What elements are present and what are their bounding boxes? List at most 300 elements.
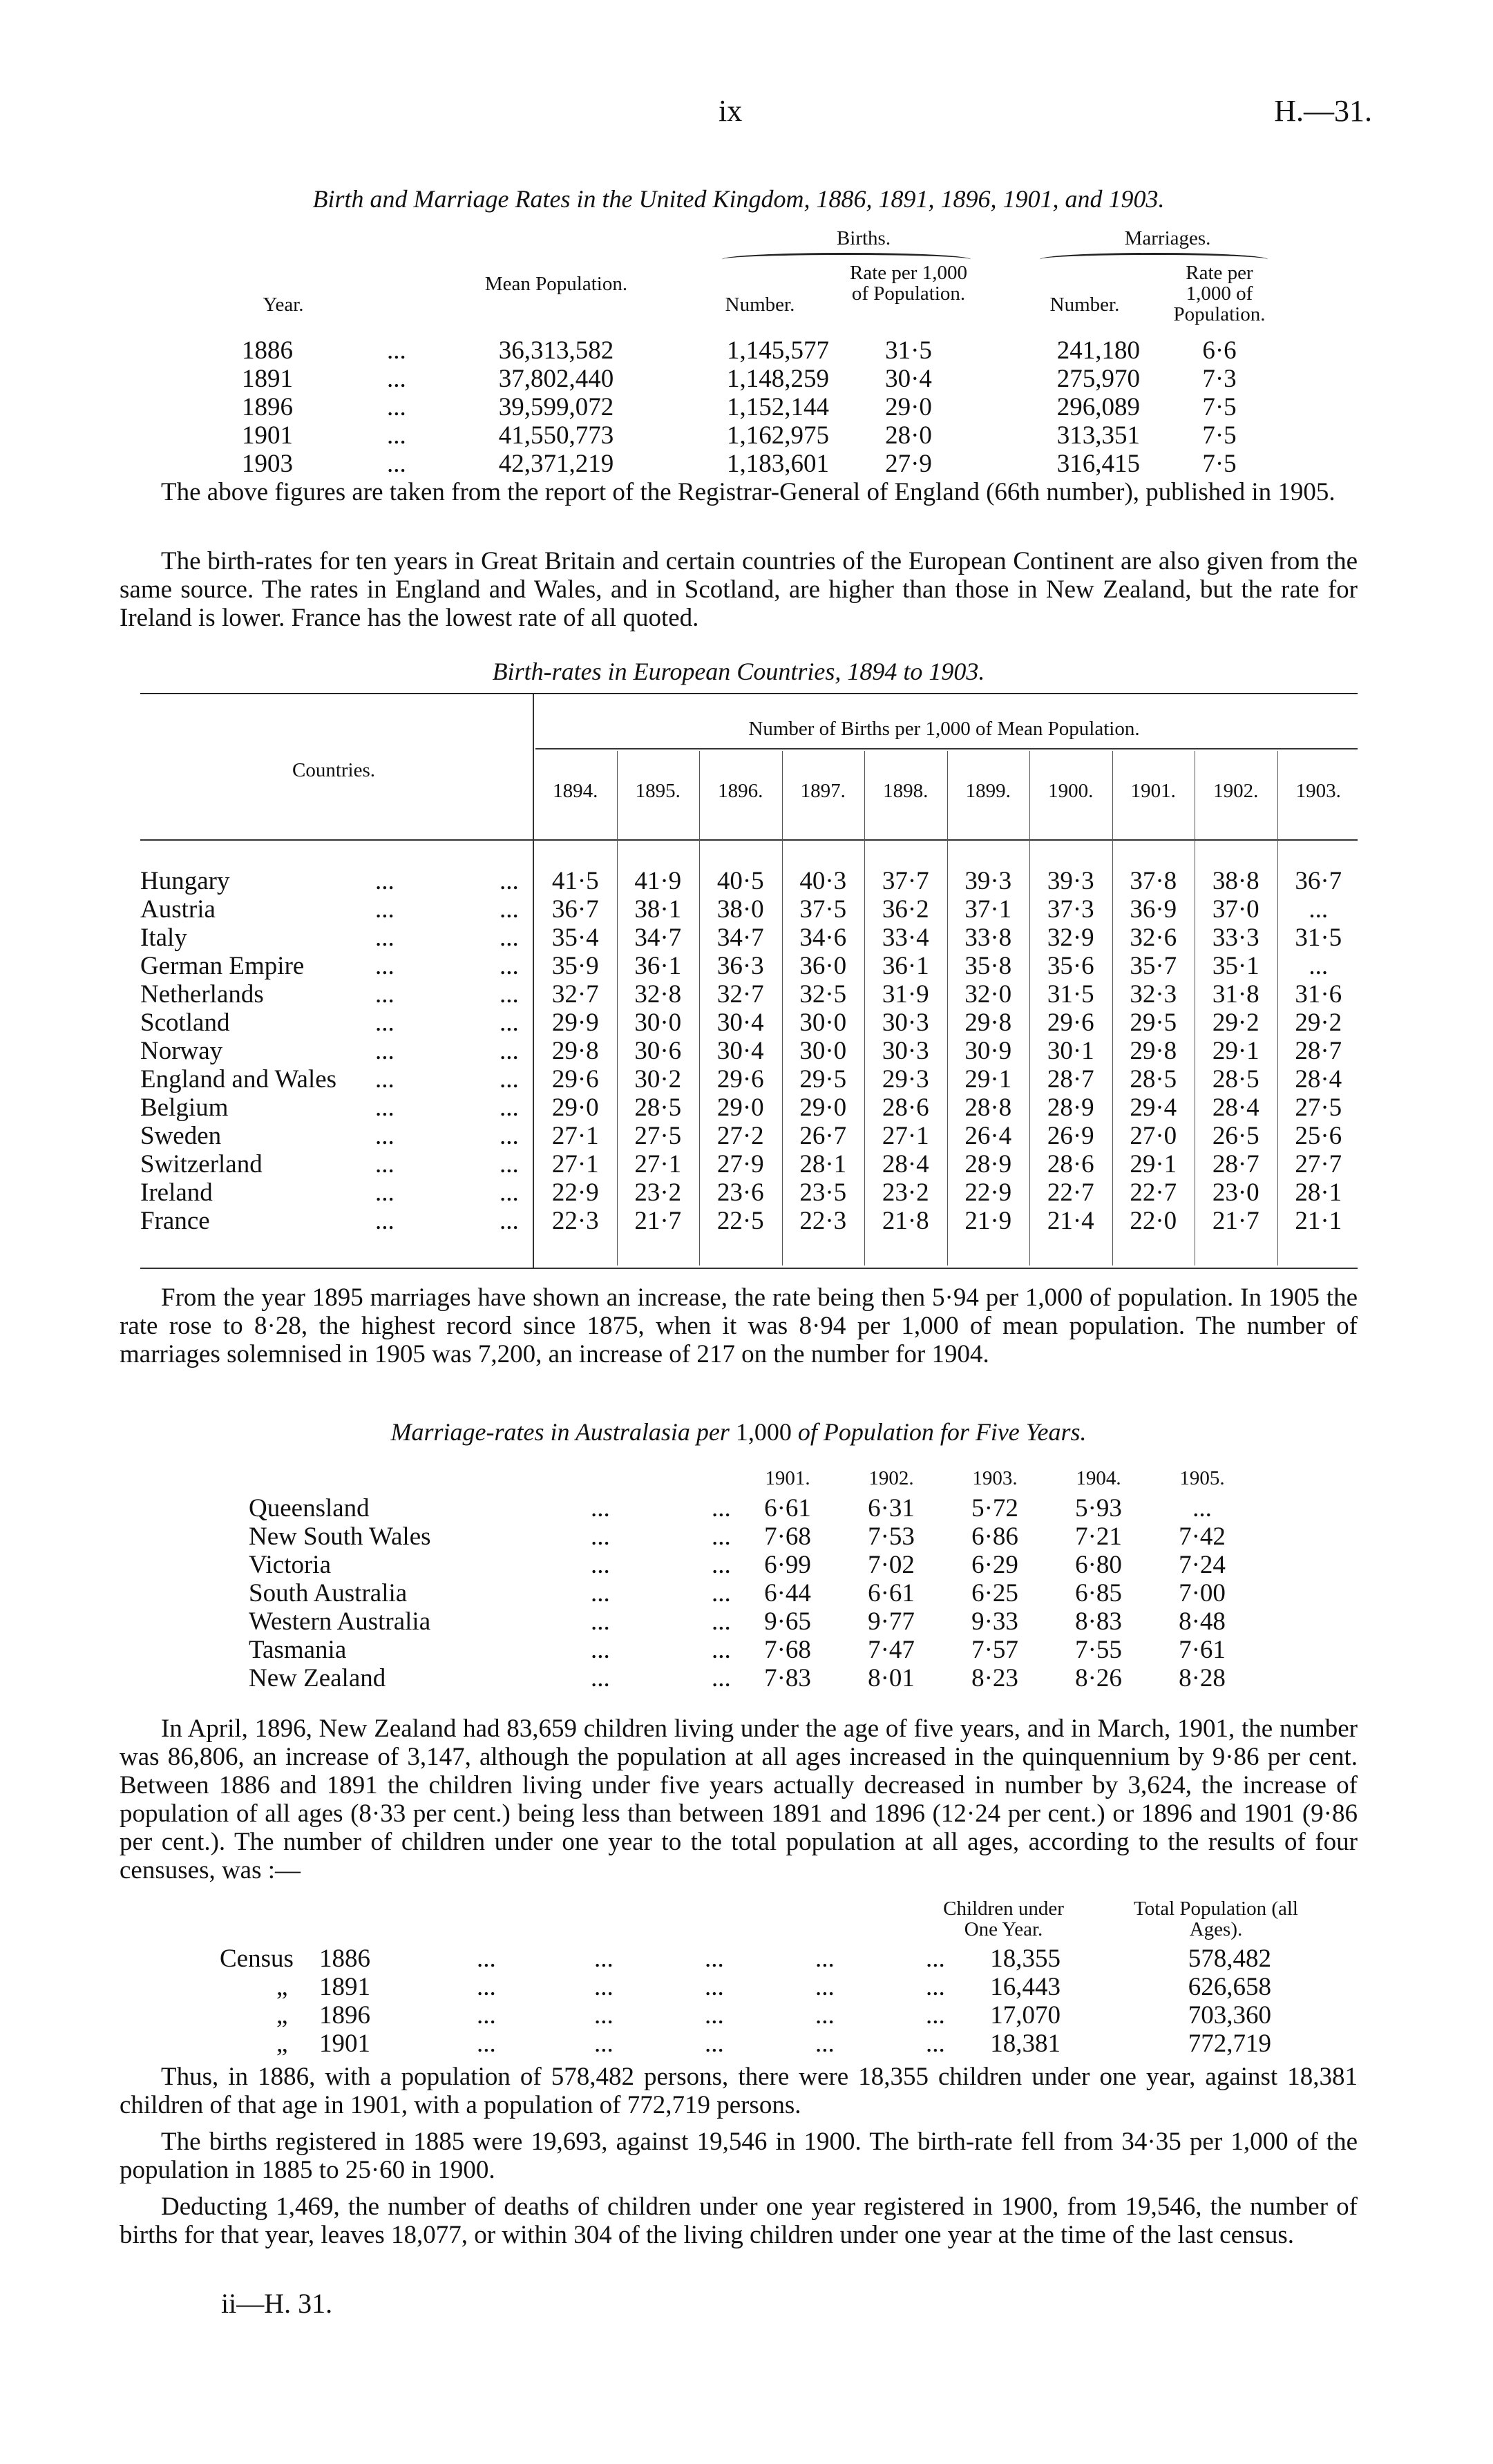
leader-dots: ... bbox=[591, 1551, 610, 1579]
table-row bbox=[140, 980, 1358, 1009]
rate-cell: 7·47 bbox=[868, 1636, 915, 1664]
paragraph-children-census: In April, 1896, New Zealand had 83,659 children living under the age of five years, and in March, 1901, the number was 86,806, an increase of 3,147, although the population at all ages increased in the quinquennium by 9·86 per cent. Between 1886 and 1891 the children living under five years actually decreased in number by 3,624, the increase of population of all ages (8·33 per cent.) being less than between 1891 and 1896 (12·24 per cent.) or 1896 and 1901 (9·86 per cent.). The number of children under one year to the total population at all ages, according to the results of four censuses, was :— bbox=[120, 1715, 1358, 1884]
leader-dots: ... bbox=[712, 1494, 731, 1522]
children-under-one-cell: 16,443 bbox=[990, 1973, 1061, 2001]
leader-dots: ... bbox=[387, 450, 406, 478]
leader-dots: ... bbox=[375, 1037, 394, 1065]
country-name: Austria bbox=[140, 895, 216, 924]
leader-dots: ... bbox=[815, 1945, 835, 1973]
leader-dots: ... bbox=[387, 365, 406, 393]
rate-cell: 40·3 bbox=[799, 867, 847, 895]
rate-cell: 29·6 bbox=[1047, 1009, 1094, 1037]
rate-cell: 32·8 bbox=[634, 980, 682, 1009]
leader-dots: ... bbox=[500, 1150, 519, 1178]
table1-cell: 7·5 bbox=[1202, 421, 1237, 450]
table-row bbox=[140, 952, 1358, 980]
leader-dots: ... bbox=[815, 2001, 835, 2030]
table-row bbox=[140, 924, 1358, 952]
country-name: Hungary bbox=[140, 867, 230, 895]
rate-cell: 29·8 bbox=[551, 1037, 599, 1065]
rate-cell: 28·7 bbox=[1047, 1065, 1094, 1093]
rate-cell: 38·8 bbox=[1212, 867, 1259, 895]
total-population-cell: 578,482 bbox=[1188, 1945, 1271, 1973]
rate-cell: 37·8 bbox=[1130, 867, 1177, 895]
table2-title: Birth-rates in European Countries, 1894 to 1903. bbox=[492, 658, 985, 685]
year-column-header: 1898. bbox=[883, 780, 929, 802]
rate-cell: 31·6 bbox=[1295, 980, 1342, 1009]
paragraph-marriages: From the year 1895 marriages have shown an increase, the rate being then 5·94 per 1,000 of population. In 1905 the rate rose to 8·28, the highest record since 1875, when it was 8·94 per 1,000 of mean population. The number of marriages solemnised in 1905 was 7,200, an increase of 217 on the number for 1904. bbox=[120, 1283, 1358, 1368]
paragraph-registrar-source: The above figures are taken from the report of the Registrar-General of England (66th number), published in 1905. bbox=[161, 478, 1335, 506]
rate-cell: 27·5 bbox=[1295, 1093, 1342, 1122]
country-name: German Empire bbox=[140, 952, 305, 980]
rate-cell: 33·4 bbox=[882, 924, 929, 952]
leader-dots: ... bbox=[594, 1973, 614, 2001]
year-column-header: 1902. bbox=[868, 1467, 914, 1489]
table1-cell: 41,550,773 bbox=[498, 421, 614, 450]
leader-dots: ... bbox=[712, 1607, 731, 1636]
year-column-header: 1896. bbox=[718, 780, 763, 802]
rate-cell: 41·5 bbox=[551, 867, 599, 895]
rate-cell: 29·1 bbox=[1212, 1037, 1259, 1065]
rate-cell: 8·01 bbox=[868, 1664, 915, 1692]
rate-cell: 6·99 bbox=[764, 1551, 811, 1579]
leader-dots: ... bbox=[500, 980, 519, 1009]
leader-dots: ... bbox=[594, 2030, 614, 2058]
rate-cell: 9·33 bbox=[971, 1607, 1018, 1636]
leader-dots: ... bbox=[594, 1945, 614, 1973]
table1-cell: 29·0 bbox=[885, 393, 932, 421]
rate-cell: 8·83 bbox=[1075, 1607, 1122, 1636]
paragraph-comparison-1886-1901: Thus, in 1886, with a population of 578,482 persons, there were 18,355 children under one year, against 18,381 children of that age in 1901, with a population of 772,719 persons. bbox=[120, 2063, 1358, 2119]
table3-title bbox=[120, 1418, 1358, 1446]
rate-cell: 8·26 bbox=[1075, 1664, 1122, 1692]
rate-cell: 28·6 bbox=[882, 1093, 929, 1122]
rate-cell: 29·0 bbox=[799, 1093, 847, 1122]
rate-cell: 7·02 bbox=[868, 1551, 915, 1579]
leader-dots: ... bbox=[591, 1522, 610, 1551]
year-column-header: 1895. bbox=[635, 780, 681, 802]
state-name: New South Wales bbox=[249, 1522, 431, 1551]
column-group-header: Number of Births per 1,000 of Mean Population. bbox=[748, 718, 1140, 740]
rate-cell: 28·5 bbox=[634, 1093, 682, 1122]
european-birth-rates-table bbox=[140, 693, 1358, 1235]
rate-cell: 28·1 bbox=[1295, 1178, 1342, 1207]
leader-dots: ... bbox=[375, 1178, 394, 1207]
country-name: England and Wales bbox=[140, 1065, 337, 1093]
leader-dots: ... bbox=[375, 1093, 394, 1122]
leader-dots: ... bbox=[375, 1065, 394, 1093]
table-row bbox=[140, 1093, 1358, 1122]
table1-cell: 275,970 bbox=[1056, 365, 1140, 393]
rate-cell: 29·8 bbox=[964, 1009, 1012, 1037]
rate-cell: 36·0 bbox=[799, 952, 847, 980]
rate-cell: 27·2 bbox=[716, 1122, 764, 1150]
leader-dots: ... bbox=[705, 2030, 724, 2058]
paragraph-births-registered: The births registered in 1885 were 19,693, against 19,546 in 1900. The birth-rate fell from 34·35 per 1,000 of the population in 1885 to 25·60 in 1900. bbox=[120, 2128, 1358, 2184]
table-row bbox=[140, 1065, 1358, 1093]
rate-cell: ... bbox=[1192, 1494, 1212, 1522]
table-row bbox=[140, 1207, 1358, 1235]
state-name: Western Australia bbox=[249, 1607, 431, 1636]
table-row bbox=[140, 1122, 1358, 1150]
country-name: Scotland bbox=[140, 1009, 230, 1037]
rate-cell: 29·6 bbox=[551, 1065, 599, 1093]
rate-cell: ... bbox=[1309, 895, 1329, 924]
table-row bbox=[140, 1037, 1358, 1065]
rate-cell: 30·3 bbox=[882, 1037, 929, 1065]
rate-cell: 30·1 bbox=[1047, 1037, 1094, 1065]
leader-dots: ... bbox=[477, 2001, 496, 2030]
table1-cell: 6·6 bbox=[1202, 336, 1237, 365]
year-column-header: 1900. bbox=[1048, 780, 1094, 802]
rate-cell: 36·2 bbox=[882, 895, 929, 924]
rate-cell: 26·4 bbox=[964, 1122, 1012, 1150]
rate-cell: 35·4 bbox=[551, 924, 599, 952]
table-row bbox=[140, 895, 1358, 924]
rate-cell: 23·2 bbox=[882, 1178, 929, 1207]
census-label: „ bbox=[276, 1973, 288, 2001]
rate-cell: 28·5 bbox=[1212, 1065, 1259, 1093]
rate-cell: 23·6 bbox=[716, 1178, 764, 1207]
leader-dots: ... bbox=[712, 1579, 731, 1607]
rate-cell: 28·9 bbox=[964, 1150, 1012, 1178]
leader-dots: ... bbox=[375, 867, 394, 895]
leader-dots: ... bbox=[712, 1522, 731, 1551]
rate-cell: 5·93 bbox=[1075, 1494, 1122, 1522]
rate-cell: 29·5 bbox=[1130, 1009, 1177, 1037]
rate-cell: 30·4 bbox=[716, 1037, 764, 1065]
table1-year-cell: 1903 bbox=[242, 450, 293, 478]
total-population-cell: 772,719 bbox=[1188, 2030, 1271, 2058]
rate-cell: 21·7 bbox=[1212, 1207, 1259, 1235]
table1-year-cell: 1901 bbox=[242, 421, 293, 450]
rate-cell: 32·5 bbox=[799, 980, 847, 1009]
leader-dots: ... bbox=[375, 1009, 394, 1037]
table1-column-header: Rate per 1,000 of Population. bbox=[850, 262, 967, 305]
rate-cell: 31·9 bbox=[882, 980, 929, 1009]
rate-cell: 7·55 bbox=[1075, 1636, 1122, 1664]
rate-cell: 29·4 bbox=[1130, 1093, 1177, 1122]
rate-cell: 30·0 bbox=[799, 1009, 847, 1037]
rate-cell: 32·7 bbox=[551, 980, 599, 1009]
rate-cell: 36·7 bbox=[1295, 867, 1342, 895]
rate-cell: 34·6 bbox=[799, 924, 847, 952]
rate-cell: 29·2 bbox=[1295, 1009, 1342, 1037]
table1-cell: 1,183,601 bbox=[727, 450, 829, 478]
rate-cell: 29·9 bbox=[551, 1009, 599, 1037]
year-column-header: 1903. bbox=[972, 1467, 1018, 1489]
leader-dots: ... bbox=[500, 1093, 519, 1122]
rate-cell: 26·5 bbox=[1212, 1122, 1259, 1150]
year-column-header: 1904. bbox=[1076, 1467, 1121, 1489]
rate-cell: 27·1 bbox=[551, 1150, 599, 1178]
census-year: 1891 bbox=[319, 1973, 370, 2001]
page-number: ix bbox=[719, 94, 743, 128]
rate-cell: 28·4 bbox=[1295, 1065, 1342, 1093]
table-row bbox=[140, 867, 1358, 895]
rate-cell: 22·7 bbox=[1047, 1178, 1094, 1207]
rate-cell: 29·5 bbox=[799, 1065, 847, 1093]
rate-cell: 29·0 bbox=[716, 1093, 764, 1122]
leader-dots: ... bbox=[477, 1945, 496, 1973]
rate-cell: 33·3 bbox=[1212, 924, 1259, 952]
year-column-header: 1901. bbox=[1130, 780, 1176, 802]
rate-cell: 6·29 bbox=[971, 1551, 1018, 1579]
year-column-header: 1897. bbox=[800, 780, 846, 802]
rate-cell: 32·6 bbox=[1130, 924, 1177, 952]
rate-cell: 8·23 bbox=[971, 1664, 1018, 1692]
rate-cell: 29·3 bbox=[882, 1065, 929, 1093]
rate-cell: 22·9 bbox=[551, 1178, 599, 1207]
rate-cell: ... bbox=[1309, 952, 1329, 980]
rate-cell: 35·9 bbox=[551, 952, 599, 980]
rate-cell: 23·5 bbox=[799, 1178, 847, 1207]
leader-dots: ... bbox=[375, 1122, 394, 1150]
leader-dots: ... bbox=[500, 1122, 519, 1150]
births-group-header: Births. bbox=[836, 227, 891, 249]
rate-cell: 6·25 bbox=[971, 1579, 1018, 1607]
leader-dots: ... bbox=[705, 1973, 724, 2001]
rate-cell: 35·8 bbox=[964, 952, 1012, 980]
children-under-one-cell: 18,381 bbox=[990, 2030, 1061, 2058]
leader-dots: ... bbox=[591, 1664, 610, 1692]
census-label: Census bbox=[220, 1945, 294, 1973]
rate-cell: 35·6 bbox=[1047, 952, 1094, 980]
rate-cell: 23·0 bbox=[1212, 1178, 1259, 1207]
rate-cell: 28·4 bbox=[882, 1150, 929, 1178]
rate-cell: 7·61 bbox=[1179, 1636, 1226, 1664]
leader-dots: ... bbox=[500, 1207, 519, 1235]
rate-cell: 28·8 bbox=[964, 1093, 1012, 1122]
table1-column-header: Number. bbox=[725, 294, 795, 316]
year-column-header: 1901. bbox=[765, 1467, 810, 1489]
table1-column-header: Year. bbox=[263, 294, 304, 316]
rate-cell: 36·3 bbox=[716, 952, 764, 980]
leader-dots: ... bbox=[500, 895, 519, 924]
rate-cell: 5·72 bbox=[971, 1494, 1018, 1522]
rate-cell: 28·7 bbox=[1295, 1037, 1342, 1065]
leader-dots: ... bbox=[591, 1636, 610, 1664]
paragraph-deaths-deduction: Deducting 1,469, the number of deaths of children under one year registered in 1900, from 19,546, the number of births for that year, leaves 18,077, or within 304 of the living children under one year at the time of the last census. bbox=[120, 2193, 1358, 2249]
paragraph-birth-rates-intro: The birth-rates for ten years in Great Britain and certain countries of the European Continent are also given from the same source. The rates in England and Wales, and in Scotland, are higher than those in New Zealand, but the rate for Ireland is lower. France has the lowest rate of all quoted. bbox=[120, 547, 1358, 632]
year-column-header: 1902. bbox=[1213, 780, 1259, 802]
rate-cell: 28·5 bbox=[1130, 1065, 1177, 1093]
rate-cell: 33·8 bbox=[964, 924, 1012, 952]
country-name: Netherlands bbox=[140, 980, 264, 1009]
rate-cell: 28·9 bbox=[1047, 1093, 1094, 1122]
table3-title-part2: of Population for Five Years. bbox=[797, 1418, 1087, 1446]
leader-dots: ... bbox=[375, 952, 394, 980]
rate-cell: 28·6 bbox=[1047, 1150, 1094, 1178]
leader-dots: ... bbox=[705, 1945, 724, 1973]
country-name: Norway bbox=[140, 1037, 223, 1065]
rate-cell: 6·86 bbox=[971, 1522, 1018, 1551]
rate-cell: 6·44 bbox=[764, 1579, 811, 1607]
census-year: 1886 bbox=[319, 1945, 370, 1973]
table1-cell: 27·9 bbox=[885, 450, 932, 478]
rate-cell: 37·7 bbox=[882, 867, 929, 895]
rate-cell: 36·7 bbox=[551, 895, 599, 924]
country-name: Belgium bbox=[140, 1093, 229, 1122]
leader-dots: ... bbox=[591, 1607, 610, 1636]
rate-cell: 30·2 bbox=[634, 1065, 682, 1093]
country-name: Sweden bbox=[140, 1122, 222, 1150]
table1-cell: 42,371,219 bbox=[498, 450, 614, 478]
table1-cell: 1,152,144 bbox=[727, 393, 829, 421]
rate-cell: 27·1 bbox=[634, 1150, 682, 1178]
table1-title: Birth and Marriage Rates in the United Kingdom, 1886, 1891, 1896, 1901, and 1903. bbox=[312, 185, 1165, 213]
rate-cell: 30·3 bbox=[882, 1009, 929, 1037]
rate-cell: 29·0 bbox=[551, 1093, 599, 1122]
rate-cell: 36·9 bbox=[1130, 895, 1177, 924]
rate-cell: 37·0 bbox=[1212, 895, 1259, 924]
rate-cell: 32·9 bbox=[1047, 924, 1094, 952]
rate-cell: 36·1 bbox=[634, 952, 682, 980]
rate-cell: 32·0 bbox=[964, 980, 1012, 1009]
rate-cell: 37·3 bbox=[1047, 895, 1094, 924]
table1-cell: 7·5 bbox=[1202, 393, 1237, 421]
leader-dots: ... bbox=[712, 1551, 731, 1579]
rate-cell: 26·7 bbox=[799, 1122, 847, 1150]
leader-dots: ... bbox=[712, 1664, 731, 1692]
table1-cell: 39,599,072 bbox=[498, 393, 614, 421]
state-name: Victoria bbox=[249, 1551, 332, 1579]
leader-dots: ... bbox=[926, 1945, 945, 1973]
rate-cell: 26·9 bbox=[1047, 1122, 1094, 1150]
leader-dots: ... bbox=[387, 393, 406, 421]
total-population-cell: 703,360 bbox=[1188, 2001, 1271, 2030]
countries-header: Countries. bbox=[292, 759, 376, 781]
rate-cell: 34·7 bbox=[716, 924, 764, 952]
rate-cell: 31·5 bbox=[1047, 980, 1094, 1009]
leader-dots: ... bbox=[705, 2001, 724, 2030]
leader-dots: ... bbox=[815, 2030, 835, 2058]
leader-dots: ... bbox=[500, 1037, 519, 1065]
year-column-header: 1903. bbox=[1295, 780, 1341, 802]
table1-column-header: Mean Population. bbox=[484, 273, 628, 295]
header-rule bbox=[140, 839, 1358, 841]
state-name: South Australia bbox=[249, 1579, 408, 1607]
table1-cell: 36,313,582 bbox=[498, 336, 614, 365]
rate-cell: 27·5 bbox=[634, 1122, 682, 1150]
country-name: Ireland bbox=[140, 1178, 213, 1207]
rate-cell: 39·3 bbox=[964, 867, 1012, 895]
rate-cell: 37·5 bbox=[799, 895, 847, 924]
table1-cell: 31·5 bbox=[885, 336, 932, 365]
table1-column-header: Rate per 1,000 of Population. bbox=[1173, 262, 1266, 325]
rate-cell: 30·0 bbox=[634, 1009, 682, 1037]
table1-cell: 37,802,440 bbox=[498, 365, 614, 393]
rate-cell: 7·68 bbox=[764, 1522, 811, 1551]
rate-cell: 21·9 bbox=[964, 1207, 1012, 1235]
rate-cell: 29·6 bbox=[716, 1065, 764, 1093]
rate-cell: 31·5 bbox=[1295, 924, 1342, 952]
leader-dots: ... bbox=[375, 924, 394, 952]
leader-dots: ... bbox=[500, 1065, 519, 1093]
children-under-one-cell: 17,070 bbox=[990, 2001, 1061, 2030]
rate-cell: 39·3 bbox=[1047, 867, 1094, 895]
rate-cell: 22·9 bbox=[964, 1178, 1012, 1207]
rate-cell: 7·68 bbox=[764, 1636, 811, 1664]
table1-column-header: Number. bbox=[1049, 294, 1120, 316]
rate-cell: 21·7 bbox=[634, 1207, 682, 1235]
leader-dots: ... bbox=[926, 1973, 945, 2001]
children-under-one-header: Children under One Year. bbox=[943, 1898, 1064, 1940]
rate-cell: 32·3 bbox=[1130, 980, 1177, 1009]
leader-dots: ... bbox=[477, 2030, 496, 2058]
leader-dots: ... bbox=[375, 980, 394, 1009]
rate-cell: 28·1 bbox=[799, 1150, 847, 1178]
leader-dots: ... bbox=[926, 2030, 945, 2058]
rate-cell: 41·9 bbox=[634, 867, 682, 895]
rate-cell: 28·7 bbox=[1212, 1150, 1259, 1178]
rate-cell: 27·9 bbox=[716, 1150, 764, 1178]
marriages-group-header: Marriages. bbox=[1124, 227, 1211, 249]
table1-cell: 241,180 bbox=[1056, 336, 1140, 365]
rate-cell: 22·5 bbox=[716, 1207, 764, 1235]
census-label: „ bbox=[276, 2001, 288, 2030]
rate-cell: 40·5 bbox=[716, 867, 764, 895]
rate-cell: 30·4 bbox=[716, 1009, 764, 1037]
leader-dots: ... bbox=[815, 1973, 835, 2001]
rate-cell: 22·0 bbox=[1130, 1207, 1177, 1235]
table1-cell: 7·5 bbox=[1202, 450, 1237, 478]
rate-cell: 7·00 bbox=[1179, 1579, 1226, 1607]
rate-cell: 7·21 bbox=[1075, 1522, 1122, 1551]
rate-cell: 29·1 bbox=[1130, 1150, 1177, 1178]
rate-cell: 8·28 bbox=[1179, 1664, 1226, 1692]
rate-cell: 22·3 bbox=[799, 1207, 847, 1235]
rate-cell: 21·8 bbox=[882, 1207, 929, 1235]
rate-cell: 27·0 bbox=[1130, 1122, 1177, 1150]
year-column-header: 1905. bbox=[1179, 1467, 1225, 1489]
rate-cell: 7·24 bbox=[1179, 1551, 1226, 1579]
state-name: Tasmania bbox=[249, 1636, 347, 1664]
rate-cell: 6·85 bbox=[1075, 1579, 1122, 1607]
table1-cell: 7·3 bbox=[1202, 365, 1237, 393]
country-name: Switzerland bbox=[140, 1150, 263, 1178]
rate-cell: 29·2 bbox=[1212, 1009, 1259, 1037]
rate-cell: 35·7 bbox=[1130, 952, 1177, 980]
footer-signature: ii—H. 31. bbox=[221, 2288, 333, 2319]
census-label: „ bbox=[276, 2030, 288, 2058]
rate-cell: 32·7 bbox=[716, 980, 764, 1009]
rate-cell: 21·1 bbox=[1295, 1207, 1342, 1235]
group-underline bbox=[535, 748, 1358, 749]
country-name: Italy bbox=[140, 924, 187, 952]
rate-cell: 27·1 bbox=[882, 1122, 929, 1150]
census-year: 1901 bbox=[319, 2030, 370, 2058]
leader-dots: ... bbox=[926, 2001, 945, 2030]
rate-cell: 30·0 bbox=[799, 1037, 847, 1065]
rate-cell: 6·31 bbox=[868, 1494, 915, 1522]
table-row bbox=[140, 1009, 1358, 1037]
table1-year-cell: 1896 bbox=[242, 393, 293, 421]
leader-dots: ... bbox=[375, 1150, 394, 1178]
rate-cell: 31·8 bbox=[1212, 980, 1259, 1009]
total-population-cell: 626,658 bbox=[1188, 1973, 1271, 2001]
rate-cell: 28·4 bbox=[1212, 1093, 1259, 1122]
rate-cell: 9·65 bbox=[764, 1607, 811, 1636]
table-row bbox=[140, 1150, 1358, 1178]
total-population-header: Total Population (all Ages). bbox=[1134, 1898, 1298, 1940]
table1-cell: 1,145,577 bbox=[727, 336, 829, 365]
rate-cell: 7·53 bbox=[868, 1522, 915, 1551]
rate-cell: 6·80 bbox=[1075, 1551, 1122, 1579]
state-name: New Zealand bbox=[249, 1664, 386, 1692]
leader-dots: ... bbox=[387, 421, 406, 450]
table3-title-part1: Marriage-rates in Australasia per bbox=[390, 1418, 730, 1446]
